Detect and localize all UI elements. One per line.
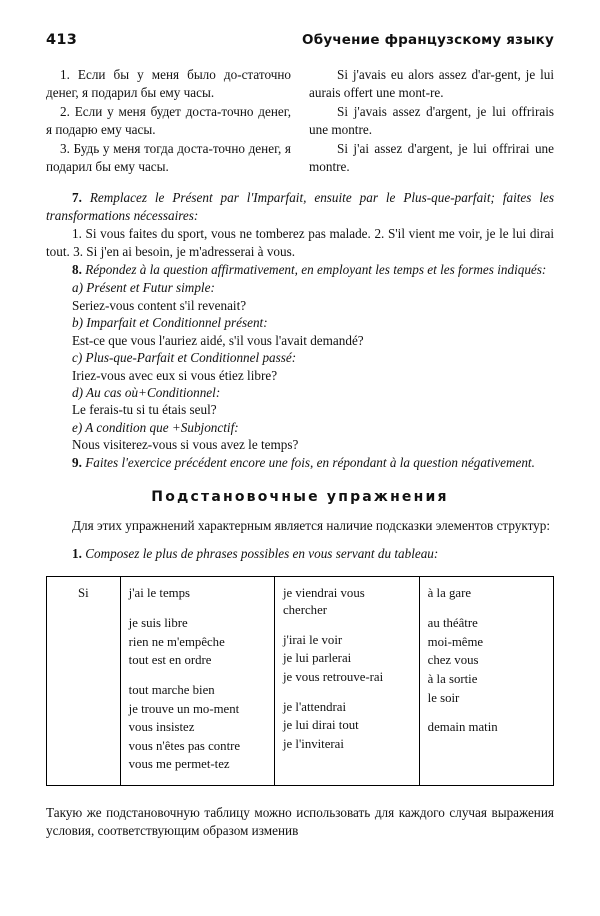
exercise-7-body: 1. Si vous faites du sport, vous ne tomberez pas malade. 2. S'il vient me voir, je le lui dirai tout. 3. Si j'en ai besoin, je m'adresserai à vous. [46,226,554,259]
list-item: vous n'êtes pas contre [128,738,241,753]
exercise-8-item-c-text: Iriez-vous avec eux si vous étiez libre? [72,367,278,383]
list-item: j'irai le voir [282,632,343,647]
russian-column [46,66,291,177]
list-item: je trouve un mo-ment [128,701,240,716]
exercise-9-instruction: Faites l'exercice précédent encore une fois, en répondant à la question négativement. [85,454,535,470]
list-item: chez vous [427,653,479,668]
exercise-7-number: 7. [72,190,82,206]
exercise-8 [46,261,554,278]
table-cell-verb-list [274,577,419,786]
exercise-8-item-e-text: Nous visiterez-vous si vous avez le temps? [72,437,299,453]
footer-paragraph [46,804,554,840]
bilingual-example-block [46,66,554,177]
list-item: tout est en ordre [128,653,212,668]
running-head-title: Обучение французскому языку [302,32,554,48]
list-item: je lui parlerai [282,651,352,666]
list-item: demain matin [427,720,498,735]
exercise-8-item-d-label: d) Au cas où+Conditionnel: [72,384,221,400]
section-heading: Подстановочные упражнения [151,489,449,506]
table-cell-place-list [419,577,553,786]
list-item: j'ai le temps [128,586,190,601]
russian-sentence-1: 1. Если бы у меня было до-статочно денег, я подарил бы ему часы. [46,67,291,100]
table-row [47,577,554,786]
exercise-7 [46,189,554,224]
exercise-8-instruction: Répondez à la question affirmativement, en employant les temps et les formes indiqués: [85,261,547,277]
list-item: au théâtre [427,616,478,631]
exercise-8-number: 8. [72,261,82,277]
exercise-8-item-b-text: Est-ce que vous l'auriez aidé, s'il vous l'avait demandé? [72,332,364,348]
list-item: je lui dirai tout [282,718,359,733]
substitution-table [46,576,554,786]
exercise-7-instruction: Remplacez le Présent par l'Imparfait, ensuite par le Plus-que-parfait; faites les transformations nécessaires: [46,190,554,223]
list-item: je suis libre [128,616,188,631]
table-cell-condition: Si [47,577,121,786]
list-item: vous me permet-tez [128,757,230,772]
list-item: tout marche bien [128,682,215,697]
page-header [46,32,554,48]
list-item: je l'attendrai [282,699,347,714]
section-intro-paragraph: Для этих упражнений характерным является наличие подсказки элементов структур: [72,518,551,534]
exercise-8-item-b-label: b) Imparfait et Conditionnel présent: [72,315,268,331]
table-task-number: 1. [72,545,82,561]
table-task-text: Composez le plus de phrases possibles en vous servant du tableau: [85,545,439,561]
list-item: vous insistez [128,720,195,735]
exercise-8-item-a-label: a) Présent et Futur simple: [72,280,215,296]
french-sentence-2: Si j'avais assez d'argent, je lui offrirais une montre. [309,104,554,137]
list-item: je viendrai vous chercher [282,586,365,618]
list-item: je vous retrouve-rai [282,669,384,684]
footer-paragraph-text: Такую же подстановочную таблицу можно использовать для каждого случая выражения условия, соответствующим образом изменив [46,805,554,838]
list-item: à la gare [427,586,472,601]
page-content [46,66,554,853]
russian-sentence-3: 3. Будь у меня тогда доста-точно денег, я подарил бы ему часы. [46,141,291,174]
list-item: rien ne m'empêche [128,634,225,649]
french-sentence-3: Si j'ai assez d'argent, je lui offrirai une montre. [309,141,554,174]
table-task [46,545,554,562]
list-item: moi-même [427,634,484,649]
exercise-9 [46,454,554,471]
list-item: je l'inviterai [282,736,344,751]
exercise-8-item-d-text: Le ferais-tu si tu étais seul? [72,402,217,418]
french-column [309,66,554,177]
table-cell-clause-list [120,577,274,786]
russian-sentence-2: 2. Если у меня будет доста-точно денег, я подарю ему часы. [46,104,291,137]
exercise-8-item-a-text: Seriez-vous content s'il revenait? [72,297,247,313]
exercise-8-item-c-label: c) Plus-que-Parfait et Conditionnel passé: [72,350,297,366]
list-item: le soir [427,690,460,705]
page-number: 413 [46,32,78,48]
exercise-9-number: 9. [72,454,82,470]
list-item: à la sortie [427,671,478,686]
exercise-8-item-e-label: e) A condition que +Subjonctif: [72,419,239,435]
french-sentence-1: Si j'avais eu alors assez d'ar-gent, je lui aurais offert une mont-re. [309,67,554,100]
